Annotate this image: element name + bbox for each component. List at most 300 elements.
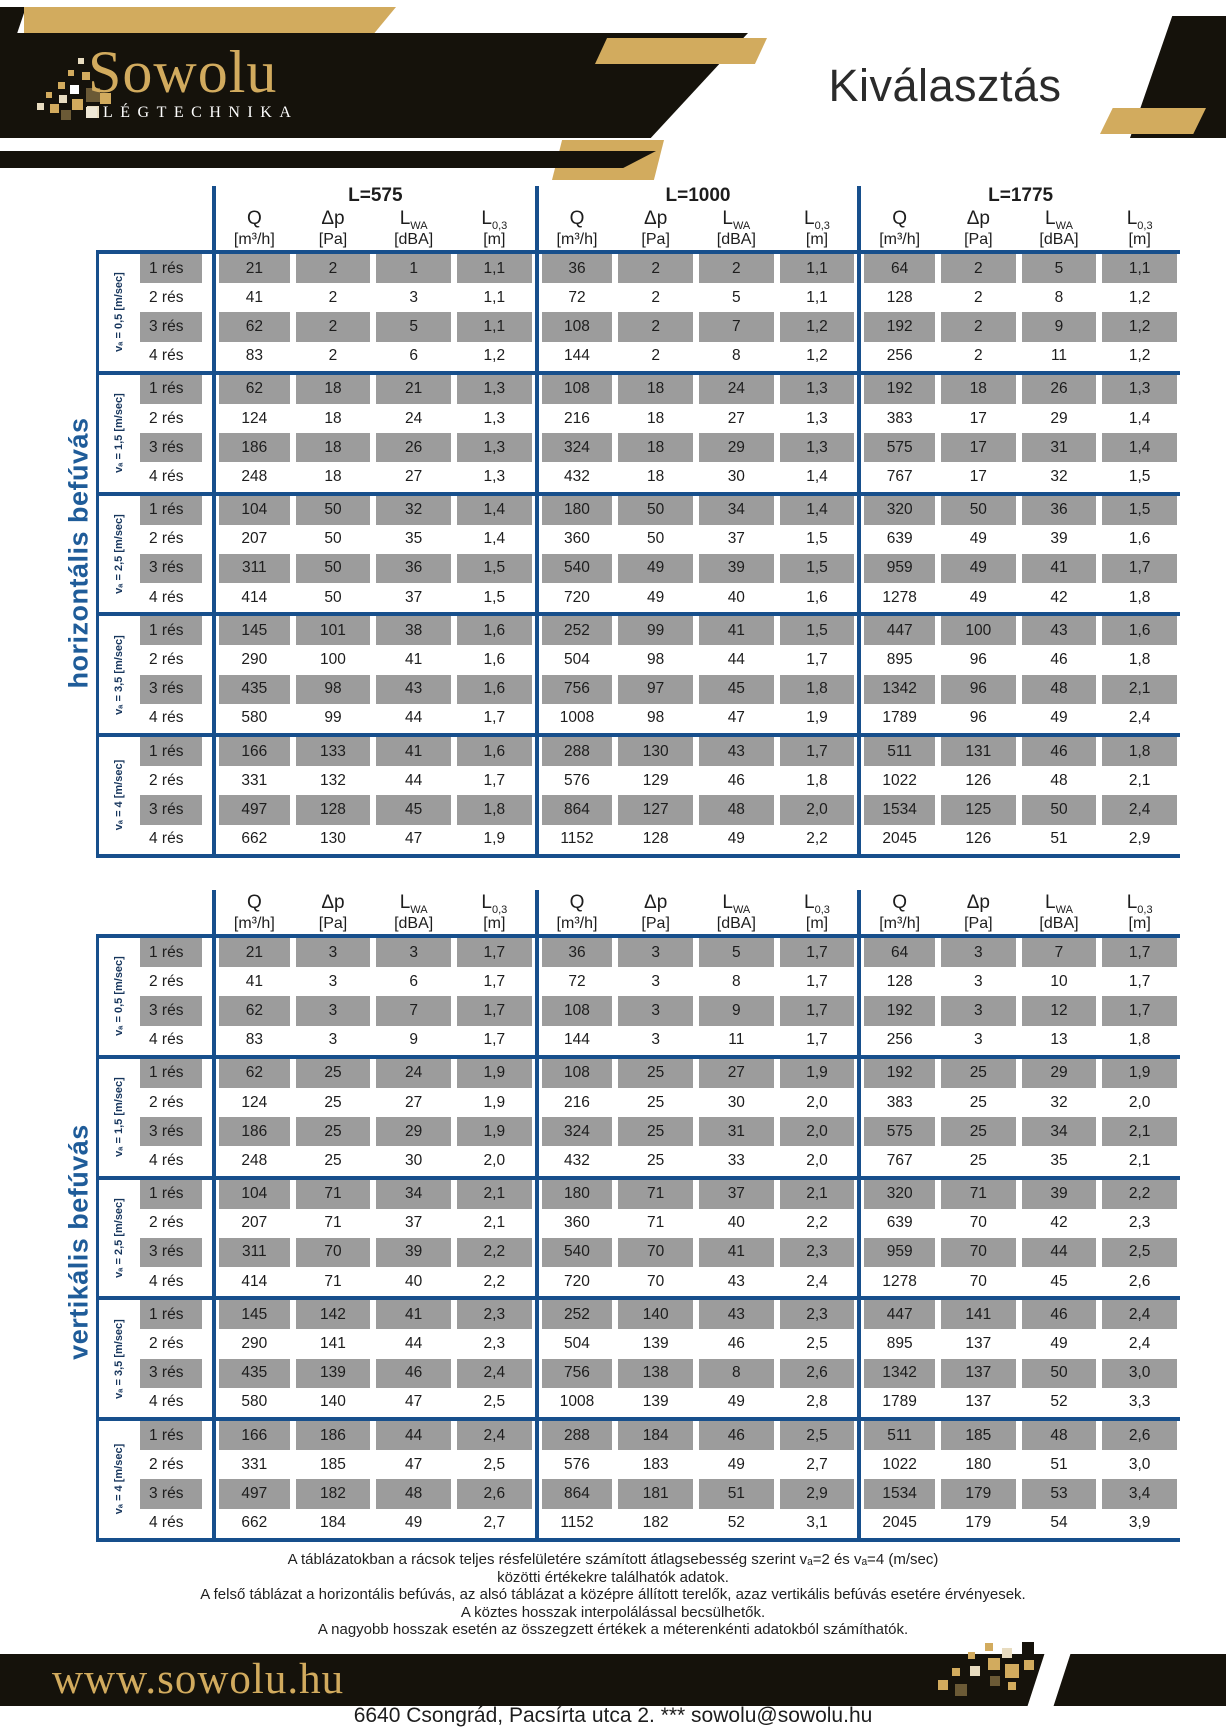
- data-cell: [857, 616, 938, 645]
- data-cell: [1019, 342, 1100, 371]
- data-value: 1,3: [457, 375, 532, 404]
- data-cell: [454, 433, 535, 462]
- data-cell: [1099, 825, 1180, 854]
- data-cell: [857, 737, 938, 766]
- data-cell: [696, 1209, 777, 1238]
- data-cell: [212, 1388, 293, 1417]
- data-value: 1,6: [457, 675, 532, 704]
- column-symbol: L: [722, 208, 733, 229]
- data-value: 25: [618, 1059, 693, 1088]
- velocity-group: [96, 492, 1180, 613]
- data-cell: [857, 825, 938, 854]
- data-value: 37: [405, 1214, 423, 1232]
- data-cell: [535, 1088, 616, 1117]
- row-label-cell: [138, 766, 212, 795]
- data-value: 435: [219, 675, 290, 704]
- data-value: 2045: [882, 1514, 917, 1532]
- data-value: 124: [241, 409, 268, 427]
- data-cell: [454, 938, 535, 967]
- data-cell: [938, 1059, 1019, 1088]
- data-value: 98: [647, 651, 665, 669]
- data-cell: [696, 1238, 777, 1267]
- logo-mosaic-square: [78, 58, 84, 64]
- data-value: 24: [699, 375, 774, 404]
- data-value: 180: [965, 1455, 992, 1473]
- data-cell: [454, 1146, 535, 1175]
- data-value: 126: [965, 830, 992, 848]
- data-value: 25: [969, 1093, 987, 1111]
- data-value: 70: [941, 1238, 1016, 1267]
- data-value: 64: [864, 938, 935, 967]
- footer-mosaic-square: [952, 1668, 960, 1676]
- data-cell: [696, 433, 777, 462]
- data-value: 137: [965, 1393, 992, 1411]
- data-cell: [938, 1329, 1019, 1358]
- data-value: 720: [564, 1272, 590, 1290]
- data-cell: [535, 312, 616, 341]
- data-cell: [1019, 1026, 1100, 1055]
- row-label: 3 rés: [140, 312, 202, 341]
- data-value: 125: [941, 795, 1016, 824]
- data-cell: [293, 967, 374, 996]
- data-value: 49: [727, 1393, 745, 1411]
- data-cell: [212, 766, 293, 795]
- data-cell: [938, 938, 1019, 967]
- data-cell: [454, 616, 535, 645]
- data-cell: [857, 1509, 938, 1538]
- data-value: 35: [1050, 1151, 1068, 1169]
- data-cell: [615, 254, 696, 283]
- data-value: 71: [647, 1214, 665, 1232]
- data-value: 9: [409, 1031, 418, 1049]
- data-value: 2,2: [483, 1272, 506, 1290]
- data-cell: [777, 375, 858, 404]
- data-cell: [373, 1180, 454, 1209]
- data-cell: [1099, 254, 1180, 283]
- row-label: 2 rés: [149, 1093, 184, 1111]
- data-cell: [615, 1329, 696, 1358]
- data-value: 46: [1022, 737, 1097, 766]
- data-cell: [1019, 1329, 1100, 1358]
- data-value: 27: [727, 409, 745, 427]
- data-cell: [535, 1209, 616, 1238]
- data-value: 40: [405, 1272, 423, 1290]
- data-value: 96: [941, 675, 1016, 704]
- data-cell: [373, 675, 454, 704]
- row-label: 1 rés: [140, 1180, 202, 1209]
- data-value: 21: [219, 938, 290, 967]
- data-value: 71: [324, 1272, 342, 1290]
- data-value: 138: [618, 1359, 693, 1388]
- data-cell: [212, 312, 293, 341]
- data-cell: [857, 1088, 938, 1117]
- data-cell: [535, 1359, 616, 1388]
- data-value: 2,1: [483, 1214, 506, 1232]
- data-value: 1,2: [483, 347, 506, 365]
- data-value: 50: [324, 588, 342, 606]
- data-cell: [777, 1117, 858, 1146]
- data-value: 2: [941, 254, 1016, 283]
- data-value: 1,4: [780, 496, 855, 525]
- data-cell: [938, 737, 1019, 766]
- data-cell: [1099, 1359, 1180, 1388]
- data-value: 18: [324, 409, 342, 427]
- data-value: 575: [864, 433, 935, 462]
- data-value: 25: [941, 1059, 1016, 1088]
- data-cell: [938, 404, 1019, 433]
- data-cell: [615, 404, 696, 433]
- data-cell: [857, 1388, 938, 1417]
- data-cell: [777, 1509, 858, 1538]
- data-cell: [454, 254, 535, 283]
- data-cell: [615, 1450, 696, 1479]
- data-value: 1,7: [1128, 972, 1151, 990]
- column-unit: [m]: [483, 915, 506, 932]
- data-value: 207: [241, 1214, 268, 1232]
- data-value: 414: [241, 588, 268, 606]
- data-cell: [373, 645, 454, 674]
- data-value: 46: [1022, 1300, 1097, 1329]
- data-value: 52: [1050, 1393, 1068, 1411]
- data-value: 25: [647, 1151, 665, 1169]
- data-value: 2,5: [483, 1393, 506, 1411]
- data-cell: [212, 433, 293, 462]
- footer-mosaic-square: [938, 1680, 948, 1690]
- data-cell: [454, 737, 535, 766]
- column-header: [373, 206, 454, 230]
- data-cell: [454, 1479, 535, 1508]
- data-value: 26: [376, 433, 451, 462]
- data-value: 864: [542, 795, 613, 824]
- data-value: 1342: [864, 675, 935, 704]
- data-cell: [696, 967, 777, 996]
- data-cell: [696, 583, 777, 612]
- data-value: 3: [296, 938, 371, 967]
- data-cell: [293, 1026, 374, 1055]
- data-cell: [857, 1059, 938, 1088]
- data-value: 2,5: [483, 1455, 506, 1473]
- data-value: 18: [647, 409, 665, 427]
- data-value: 290: [241, 1335, 268, 1353]
- data-value: 40: [727, 588, 745, 606]
- data-value: 1,5: [806, 530, 828, 548]
- data-cell: [212, 1059, 293, 1088]
- data-cell: [373, 525, 454, 554]
- header-black-stripe: [0, 151, 656, 168]
- data-cell: [212, 583, 293, 612]
- data-value: 1,2: [1128, 347, 1151, 365]
- data-value: 166: [219, 1421, 290, 1450]
- data-cell: [938, 1300, 1019, 1329]
- data-cell: [857, 967, 938, 996]
- row-label: 2 rés: [149, 771, 184, 789]
- data-cell: [777, 1388, 858, 1417]
- data-cell: [615, 996, 696, 1025]
- data-value: 2,2: [1102, 1180, 1177, 1209]
- velocity-label-cell: [96, 1059, 138, 1176]
- data-cell: [1019, 1267, 1100, 1296]
- data-cell: [1019, 283, 1100, 312]
- data-cell: [293, 1059, 374, 1088]
- data-value: 1278: [882, 1272, 917, 1290]
- data-value: 959: [864, 1238, 935, 1267]
- data-value: 29: [1050, 409, 1068, 427]
- column-unit: [m]: [1128, 915, 1151, 932]
- data-cell: [615, 1388, 696, 1417]
- data-value: 50: [296, 554, 371, 583]
- data-value: 140: [320, 1393, 346, 1411]
- data-value: 27: [699, 1059, 774, 1088]
- section-label-vertical: vertikális befúvás: [63, 1124, 94, 1360]
- data-value: 145: [219, 1300, 290, 1329]
- data-cell: [293, 766, 374, 795]
- data-value: 108: [542, 996, 613, 1025]
- data-value: 3,0: [1102, 1359, 1177, 1388]
- column-group-label: L=575: [212, 186, 535, 206]
- data-cell: [454, 795, 535, 824]
- data-cell: [1019, 312, 1100, 341]
- column-unit: [Pa]: [318, 231, 348, 248]
- velocity-label: vₐ = 2,5 [m/sec]: [112, 514, 125, 594]
- data-cell: [615, 1117, 696, 1146]
- data-cell: [1019, 645, 1100, 674]
- data-value: 447: [864, 616, 935, 645]
- data-value: 1,5: [1128, 467, 1151, 485]
- data-value: 2,0: [806, 1093, 828, 1111]
- data-cell: [293, 1209, 374, 1238]
- data-value: 182: [642, 1514, 669, 1532]
- data-value: 182: [296, 1479, 371, 1508]
- column-unit: [dBA]: [1039, 231, 1079, 248]
- data-cell: [696, 1026, 777, 1055]
- data-value: 360: [564, 530, 590, 548]
- row-label-cell: [138, 1267, 212, 1296]
- row-label: 3 rés: [140, 996, 202, 1025]
- data-cell: [857, 938, 938, 967]
- data-cell: [1019, 616, 1100, 645]
- data-value: 43: [699, 1300, 774, 1329]
- row-label-cell: [138, 1088, 212, 1117]
- data-cell: [1019, 554, 1100, 583]
- data-value: 2,5: [1102, 1238, 1177, 1267]
- data-value: 71: [296, 1180, 371, 1209]
- data-cell: [938, 433, 1019, 462]
- data-cell: [938, 1359, 1019, 1388]
- velocity-label: vₐ = 1,5 [m/sec]: [112, 393, 125, 473]
- row-label-cell: [138, 525, 212, 554]
- data-cell: [454, 1450, 535, 1479]
- header-spacer: [96, 890, 212, 914]
- data-value: 50: [647, 530, 665, 548]
- data-cell: [696, 795, 777, 824]
- table-header: [96, 186, 1180, 250]
- data-value: 166: [219, 737, 290, 766]
- data-cell: [1019, 795, 1100, 824]
- data-value: 2,4: [1128, 1335, 1151, 1353]
- row-label-cell: [138, 737, 212, 766]
- row-label: 3 rés: [140, 554, 202, 583]
- data-cell: [454, 967, 535, 996]
- data-value: 47: [405, 830, 423, 848]
- data-cell: [615, 433, 696, 462]
- data-cell: [212, 404, 293, 433]
- footer-mosaic-square: [970, 1666, 980, 1676]
- data-cell: [1099, 1117, 1180, 1146]
- data-value: 44: [376, 1421, 451, 1450]
- data-cell: [1099, 1180, 1180, 1209]
- data-cell: [212, 967, 293, 996]
- data-value: 3: [651, 1031, 660, 1049]
- data-cell: [212, 462, 293, 491]
- data-cell: [293, 645, 374, 674]
- column-header: [777, 890, 858, 914]
- row-label: 4 rés: [149, 588, 184, 606]
- data-value: 3,9: [1128, 1514, 1151, 1532]
- data-value: 767: [886, 1151, 913, 1169]
- data-value: 21: [219, 254, 290, 283]
- row-label: 4 rés: [149, 1393, 184, 1411]
- data-value: 5: [376, 312, 451, 341]
- data-value: 50: [618, 496, 693, 525]
- data-cell: [777, 1450, 858, 1479]
- data-value: 580: [241, 1393, 268, 1411]
- data-value: 290: [241, 651, 268, 669]
- data-cell: [696, 375, 777, 404]
- data-cell: [454, 1421, 535, 1450]
- data-cell: [615, 616, 696, 645]
- data-cell: [615, 375, 696, 404]
- column-unit: [m]: [483, 231, 506, 248]
- column-subscript: WA: [410, 220, 428, 232]
- data-value: 2: [618, 312, 693, 341]
- data-cell: [696, 1388, 777, 1417]
- column-subscript: 0,3: [814, 220, 830, 232]
- data-value: 864: [542, 1479, 613, 1508]
- website-link[interactable]: www.sowolu.hu: [52, 1656, 345, 1703]
- data-value: 46: [727, 771, 745, 789]
- column-unit: [m]: [805, 231, 829, 248]
- row-label-cell: [138, 967, 212, 996]
- data-cell: [212, 1146, 293, 1175]
- data-cell: [696, 766, 777, 795]
- data-cell: [293, 996, 374, 1025]
- data-value: 1,4: [1128, 409, 1151, 427]
- data-cell: [615, 967, 696, 996]
- data-value: 1,7: [483, 709, 506, 727]
- data-cell: [696, 1146, 777, 1175]
- data-cell: [212, 1421, 293, 1450]
- data-cell: [696, 462, 777, 491]
- data-cell: [293, 1238, 374, 1267]
- footer-mosaic-square: [1008, 1682, 1016, 1690]
- data-cell: [938, 616, 1019, 645]
- data-cell: [615, 737, 696, 766]
- data-cell: [1099, 967, 1180, 996]
- data-value: 1,7: [806, 651, 828, 669]
- data-value: 25: [296, 1117, 371, 1146]
- data-value: 184: [320, 1514, 346, 1532]
- data-cell: [373, 1329, 454, 1358]
- data-cell: [535, 1479, 616, 1508]
- footnote-line: A táblázatokban a rácsok teljes résfelületére számított átlagsebesség szerint vₐ=2 és vₐ=4 (m/sec): [287, 1551, 939, 1568]
- data-value: 324: [542, 433, 613, 462]
- row-label: 4 rés: [149, 467, 184, 485]
- column-symbol: Q: [569, 892, 585, 913]
- data-cell: [1019, 737, 1100, 766]
- row-label-cell: [138, 1238, 212, 1267]
- data-value: 35: [405, 530, 423, 548]
- data-value: 3: [296, 996, 371, 1025]
- table-body: [96, 250, 1180, 858]
- data-value: 1,6: [806, 588, 828, 606]
- data-cell: [535, 404, 616, 433]
- column-symbol: L: [399, 208, 411, 229]
- row-label-cell: [138, 254, 212, 283]
- data-cell: [615, 283, 696, 312]
- data-value: 580: [241, 709, 268, 727]
- data-value: 140: [618, 1300, 693, 1329]
- data-value: 98: [647, 709, 665, 727]
- data-value: 180: [542, 1180, 613, 1209]
- footer-mosaic-square: [955, 1684, 967, 1696]
- data-value: 70: [296, 1238, 371, 1267]
- data-cell: [777, 342, 858, 371]
- data-value: 99: [324, 709, 342, 727]
- data-cell: [615, 1088, 696, 1117]
- data-value: 2,3: [780, 1238, 855, 1267]
- data-cell: [373, 583, 454, 612]
- column-header: [1099, 206, 1180, 230]
- data-cell: [1019, 1238, 1100, 1267]
- logo-mosaic-square: [61, 110, 71, 120]
- data-cell: [1099, 1026, 1180, 1055]
- data-value: 27: [405, 1093, 423, 1111]
- data-value: 2,4: [1102, 1300, 1177, 1329]
- column-unit: [m]: [1128, 231, 1151, 248]
- data-value: 1,1: [483, 288, 506, 306]
- data-value: 504: [564, 1335, 590, 1353]
- data-cell: [857, 1209, 938, 1238]
- data-cell: [938, 675, 1019, 704]
- data-value: 383: [886, 1093, 913, 1111]
- data-cell: [293, 938, 374, 967]
- column-symbol: L: [1045, 208, 1056, 229]
- data-value: 576: [564, 771, 590, 789]
- data-cell: [615, 554, 696, 583]
- data-cell: [454, 1388, 535, 1417]
- data-value: 2,9: [1128, 830, 1151, 848]
- data-cell: [938, 1450, 1019, 1479]
- data-cell: [373, 1209, 454, 1238]
- data-cell: [1019, 583, 1100, 612]
- data-cell: [938, 554, 1019, 583]
- column-unit: [dBA]: [716, 231, 756, 248]
- header-black-notch: [0, 7, 26, 34]
- column-header: [293, 206, 374, 230]
- data-value: 192: [864, 312, 935, 341]
- velocity-label: vₐ = 0,5 [m/sec]: [112, 956, 125, 1037]
- data-cell: [615, 342, 696, 371]
- data-value: 71: [941, 1180, 1016, 1209]
- row-label: 1 rés: [140, 1059, 202, 1088]
- logo-mosaic-square: [72, 99, 83, 110]
- data-cell: [535, 704, 616, 733]
- data-value: 2: [941, 312, 1016, 341]
- row-label-cell: [138, 1146, 212, 1175]
- column-subscript: WA: [1055, 220, 1073, 232]
- data-cell: [1099, 938, 1180, 967]
- data-cell: [777, 616, 858, 645]
